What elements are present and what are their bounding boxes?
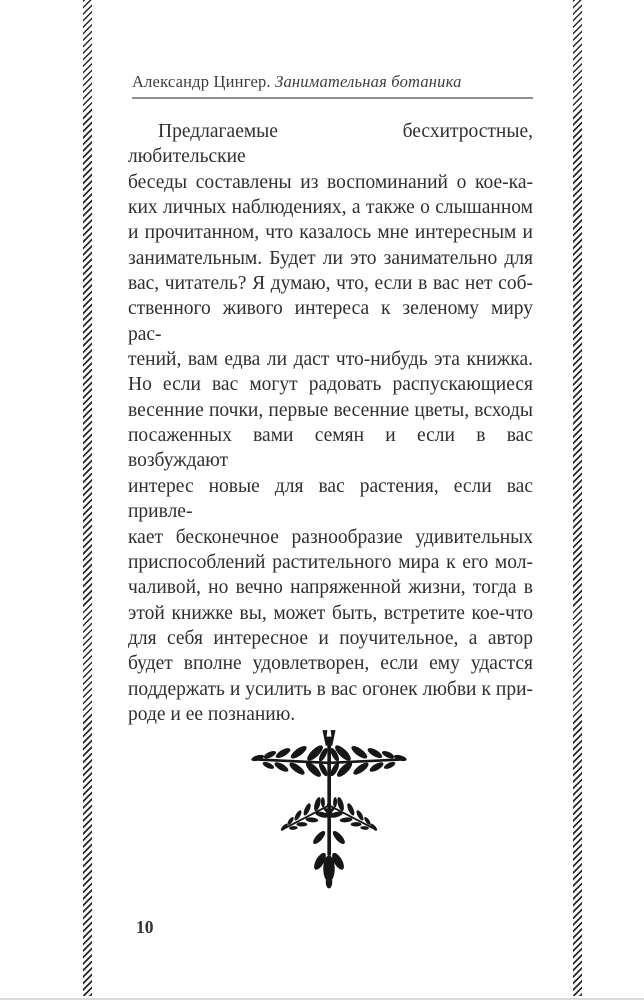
left-border-hatch xyxy=(83,0,92,996)
book-title: Занимательная ботаника xyxy=(275,72,462,91)
text-line: ственного живого интереса к зеленому миру рас- xyxy=(128,298,533,345)
text-line: и прочитанном, что казалось мне интересным и xyxy=(128,222,533,244)
text-line: тений, вам едва ли даст что-нибудь эта книжка. xyxy=(128,349,533,371)
right-border-hatch xyxy=(573,0,582,996)
text-line: Но если вас могут радовать распускающиеся xyxy=(128,374,533,396)
text-line: приспособлений растительного мира к его мол- xyxy=(128,551,533,573)
text-line: этой книжке вы, может быть, встретите кое-что xyxy=(128,602,533,624)
text-line: вас, читатель? Я думаю, что, если в вас нет соб- xyxy=(128,273,533,295)
text-line: ких личных наблюдениях, а также о слышанном xyxy=(128,197,533,219)
text-line: беседы составлены из воспоминаний о кое-ка- xyxy=(128,171,533,193)
text-line: чаливой, но вечно напряженной жизни, тогда в xyxy=(128,577,533,599)
text-line: Предлагаемые бесхитростные, любительские xyxy=(128,121,533,168)
body-text xyxy=(128,119,533,727)
running-head xyxy=(132,72,533,92)
text-line: интерес новые для вас растения, если вас привле- xyxy=(128,475,533,523)
text-line: роде и ее познанию. xyxy=(128,703,296,725)
text-line: весенние почки, первые весенние цветы, всходы xyxy=(128,399,533,421)
page-number: 10 xyxy=(136,917,154,937)
author-name: Александр Цингер. xyxy=(132,72,271,91)
leaf-ornament-icon xyxy=(247,726,411,890)
text-line: для себя интересное и поучительное, а автор xyxy=(128,627,533,649)
text-line: посаженных вами семян и если в вас возбуждают xyxy=(128,425,533,472)
header-rule xyxy=(132,97,533,99)
text-line: будет вполне удовлетворен, если ему удастся xyxy=(128,653,533,675)
text-line: кает бесконечное разнообразие удивительных xyxy=(128,526,533,548)
text-line: поддержать и усилить в вас огонек любви к при- xyxy=(128,678,533,700)
text-line: занимательным. Будет ли это занимательно для xyxy=(128,247,533,269)
